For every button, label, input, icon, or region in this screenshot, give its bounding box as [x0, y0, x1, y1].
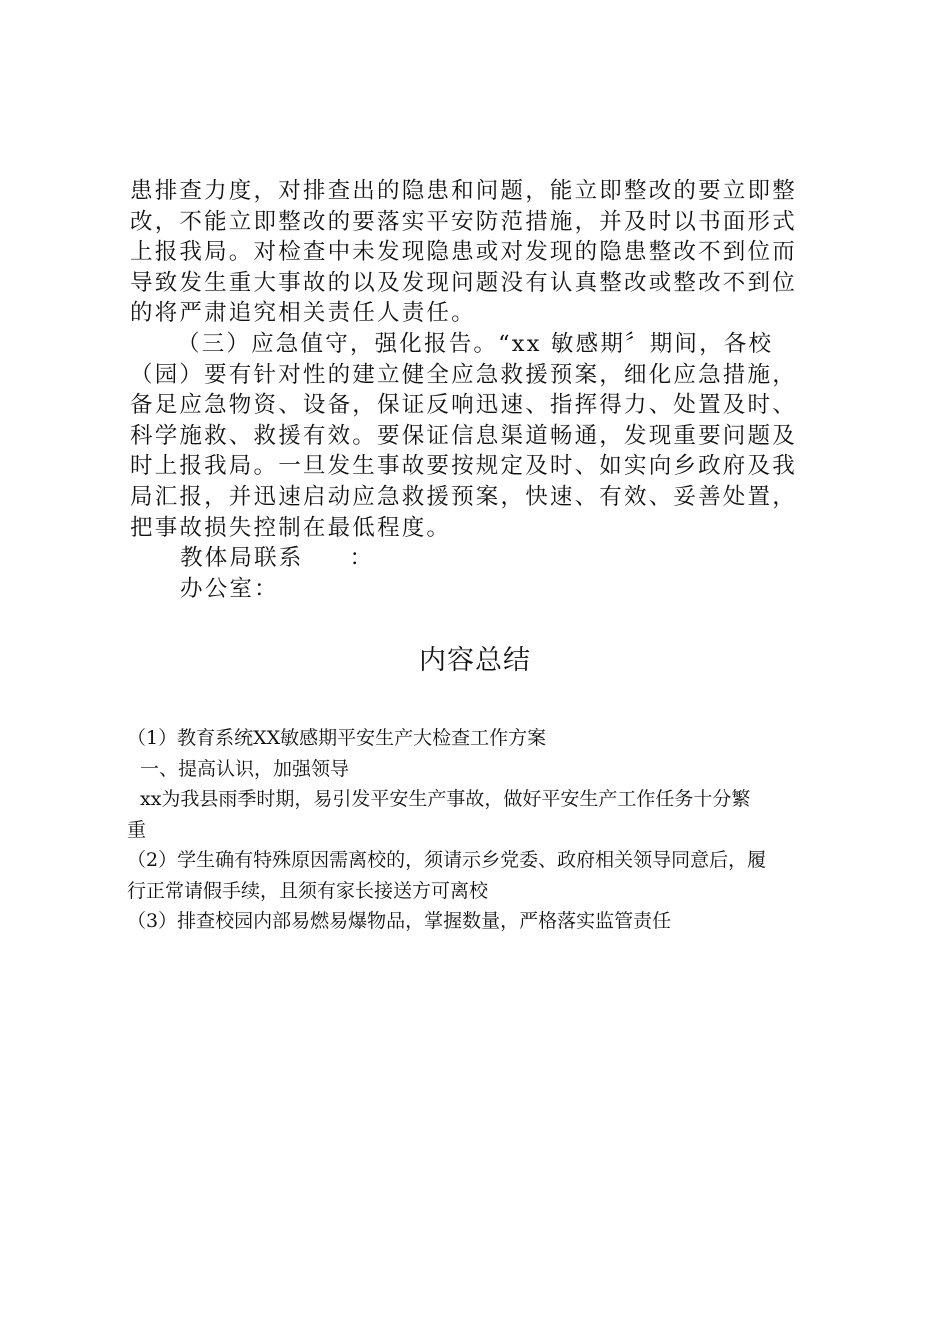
summary-item: xx为我县雨季时期，易引发平安生产事故，做好平安生产工作任务十分繁: [140, 788, 751, 810]
summary-item: （3）排查校园内部易燃易爆物品，掌握数量，严格落实监管责任: [127, 910, 672, 932]
text-line: 上报我局。对检查中未发现隐患或对发现的隐患整改不到位而: [130, 239, 797, 266]
text-line: 局汇报，并迅速启动应急救援预案，快速、有效、妥善处置，: [130, 483, 797, 510]
text-line: 备足应急物资、设备，保证反响迅速、指挥得力、处置及时、: [130, 392, 797, 419]
summary-list: [127, 723, 827, 937]
summary-item: 行正常请假手续，且须有家长接送方可离校: [127, 879, 489, 902]
text-line: 科学施救、救援有效。要保证信息渠道畅通，发现重要问题及: [130, 422, 797, 449]
text-line: 时上报我局。一旦发生事故要按规定及时、如实向乡政府及我: [130, 453, 797, 480]
text-line: 改，不能立即整改的要落实平安防范措施，并及时以书面形式: [130, 208, 797, 235]
summary-item: 重: [127, 818, 147, 841]
contact-block: [130, 543, 820, 604]
document-body: [130, 176, 820, 604]
text-line: 导致发生重大事故的以及发现问题没有认真整改或整改不到位: [130, 269, 797, 296]
office-label: 办公室：: [180, 575, 279, 602]
text-line: （园）要有针对性的建立健全应急救援预案，细化应急措施，: [130, 361, 797, 388]
paragraph-emergency-duty: [130, 329, 820, 543]
summary-item: （1）教育系统XX敏感期平安生产大检查工作方案: [127, 727, 547, 749]
paragraph-hazard-check: [130, 176, 820, 329]
summary-title: 内容总结: [419, 645, 531, 676]
text-line: 患排查力度，对排查出的隐患和问题，能立即整改的要立即整: [130, 178, 797, 204]
text-line: 把事故损失控制在最低程度。: [130, 514, 452, 541]
text-line: （三）应急值守，强化报告。“xx 敏感期〞期间，各校: [177, 330, 774, 357]
summary-item: 一、提高认识，加强领导: [140, 757, 350, 780]
text-line: 的将严肃追究相关责任人责任。: [130, 300, 476, 327]
contact-label: 教体局联系: [180, 545, 304, 572]
contact-line: [130, 543, 820, 574]
contact-colon: ：: [349, 545, 375, 572]
summary-item: （2）学生确有特殊原因需离校的，须请示乡党委、政府相关领导同意后，履: [127, 849, 767, 871]
